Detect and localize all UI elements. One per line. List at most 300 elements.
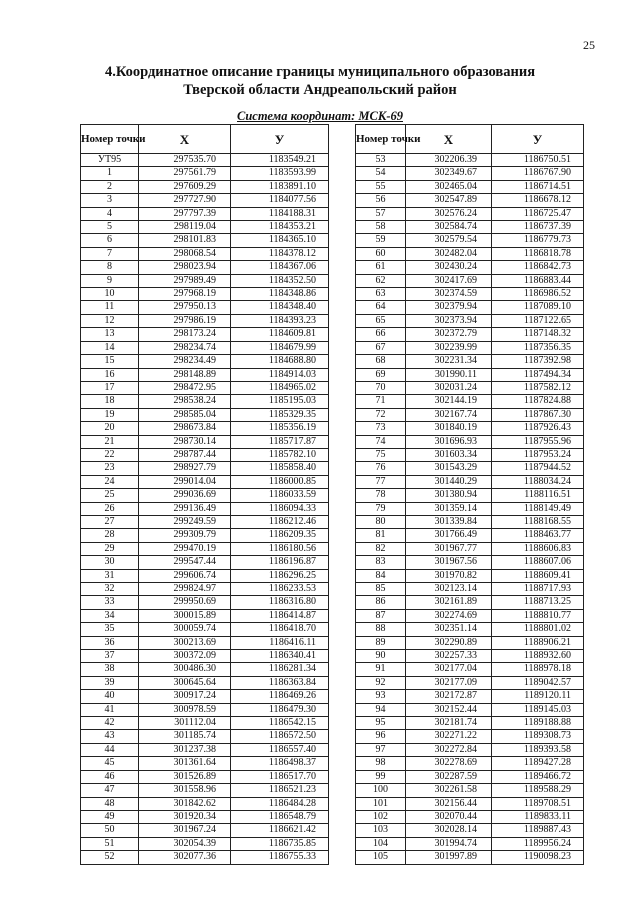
point-number-cell: 68 — [356, 355, 406, 368]
table-row — [356, 154, 584, 167]
table-row — [81, 381, 329, 394]
y-coordinate-cell: 1184077.56 — [231, 194, 329, 207]
point-number-cell: 72 — [356, 408, 406, 421]
point-number-cell: 80 — [356, 515, 406, 528]
x-coordinate-cell: 302271.22 — [406, 730, 492, 743]
table-row — [356, 636, 584, 649]
x-coordinate-cell: 297535.70 — [139, 154, 231, 167]
x-coordinate-cell: 299309.79 — [139, 529, 231, 542]
point-number-cell: 75 — [356, 448, 406, 461]
table-row — [81, 650, 329, 663]
y-coordinate-cell: 1188810.77 — [492, 609, 584, 622]
point-number-cell: 8 — [81, 261, 139, 274]
x-coordinate-cell: 297797.39 — [139, 207, 231, 220]
point-number-cell: 67 — [356, 341, 406, 354]
table-row — [81, 234, 329, 247]
x-coordinate-cell: 301339.84 — [406, 515, 492, 528]
y-coordinate-cell: 1188609.41 — [492, 569, 584, 582]
point-number-cell: 17 — [81, 381, 139, 394]
table-row — [356, 851, 584, 864]
point-number-cell: 2 — [81, 180, 139, 193]
point-number-cell: 28 — [81, 529, 139, 542]
y-coordinate-cell: 1186542.15 — [231, 717, 329, 730]
table-row — [356, 784, 584, 797]
table-row — [81, 663, 329, 676]
x-coordinate-cell: 302287.59 — [406, 770, 492, 783]
table-row — [81, 395, 329, 408]
x-coordinate-cell: 302156.44 — [406, 797, 492, 810]
table-row — [356, 247, 584, 260]
point-number-cell: 45 — [81, 757, 139, 770]
point-number-cell: 105 — [356, 851, 406, 864]
y-coordinate-cell: 1187824.88 — [492, 395, 584, 408]
y-coordinate-cell: 1186725.47 — [492, 207, 584, 220]
y-coordinate-cell: 1183593.99 — [231, 167, 329, 180]
table-row — [356, 837, 584, 850]
point-number-cell: 40 — [81, 690, 139, 703]
y-coordinate-cell: 1185356.19 — [231, 422, 329, 435]
table-row — [356, 422, 584, 435]
point-number-cell: 86 — [356, 596, 406, 609]
table-row — [81, 167, 329, 180]
y-coordinate-cell: 1189956.24 — [492, 837, 584, 850]
x-coordinate-cell: 302177.09 — [406, 676, 492, 689]
table-row — [356, 395, 584, 408]
y-coordinate-cell: 1188116.51 — [492, 489, 584, 502]
y-coordinate-cell: 1188034.24 — [492, 475, 584, 488]
table-row — [81, 743, 329, 756]
point-number-cell: 7 — [81, 247, 139, 260]
y-coordinate-cell: 1189145.03 — [492, 703, 584, 716]
x-coordinate-cell: 299470.19 — [139, 542, 231, 555]
y-coordinate-cell: 1186469.26 — [231, 690, 329, 703]
point-number-cell: 35 — [81, 623, 139, 636]
point-number-cell: 69 — [356, 368, 406, 381]
point-number-cell: 95 — [356, 717, 406, 730]
x-coordinate-cell: 298119.04 — [139, 221, 231, 234]
y-coordinate-cell: 1184348.86 — [231, 288, 329, 301]
x-coordinate-cell: 297950.13 — [139, 301, 231, 314]
point-number-cell: 47 — [81, 784, 139, 797]
y-coordinate-cell: 1183891.10 — [231, 180, 329, 193]
table-row — [81, 435, 329, 448]
point-number-cell: 101 — [356, 797, 406, 810]
table-row — [81, 851, 329, 864]
y-coordinate-cell: 1186000.85 — [231, 475, 329, 488]
y-coordinate-cell: 1186755.33 — [231, 851, 329, 864]
x-coordinate-cell: 302257.33 — [406, 650, 492, 663]
x-coordinate-cell: 301990.11 — [406, 368, 492, 381]
x-coordinate-cell: 298234.74 — [139, 341, 231, 354]
table-row — [81, 542, 329, 555]
point-number-cell: 77 — [356, 475, 406, 488]
point-number-cell: 6 — [81, 234, 139, 247]
y-coordinate-cell: 1187356.35 — [492, 341, 584, 354]
x-coordinate-cell: 299249.59 — [139, 515, 231, 528]
point-number-cell: 79 — [356, 502, 406, 515]
table-row — [356, 609, 584, 622]
y-coordinate-cell: 1186233.53 — [231, 583, 329, 596]
table-row — [81, 730, 329, 743]
y-coordinate-cell: 1186883.44 — [492, 274, 584, 287]
point-number-cell: 37 — [81, 650, 139, 663]
y-coordinate-cell: 1187953.24 — [492, 448, 584, 461]
table-row — [356, 408, 584, 421]
y-coordinate-cell: 1189188.88 — [492, 717, 584, 730]
point-number-cell: 57 — [356, 207, 406, 220]
x-coordinate-cell: 300015.89 — [139, 609, 231, 622]
header-point-number: Номер точки — [356, 125, 406, 154]
y-coordinate-cell: 1187392.98 — [492, 355, 584, 368]
table-row — [81, 636, 329, 649]
table-row — [81, 757, 329, 770]
point-number-cell: 63 — [356, 288, 406, 301]
y-coordinate-cell: 1184352.50 — [231, 274, 329, 287]
point-number-cell: 42 — [81, 717, 139, 730]
y-coordinate-cell: 1186416.11 — [231, 636, 329, 649]
y-coordinate-cell: 1187944.52 — [492, 462, 584, 475]
point-number-cell: 58 — [356, 221, 406, 234]
point-number-cell: 88 — [356, 623, 406, 636]
table-row — [356, 824, 584, 837]
x-coordinate-cell: 297968.19 — [139, 288, 231, 301]
x-coordinate-cell: 301967.77 — [406, 542, 492, 555]
point-number-cell: 51 — [81, 837, 139, 850]
x-coordinate-cell: 298472.95 — [139, 381, 231, 394]
point-number-cell: 78 — [356, 489, 406, 502]
point-number-cell: 103 — [356, 824, 406, 837]
point-number-cell: 66 — [356, 328, 406, 341]
y-coordinate-cell: 1186479.30 — [231, 703, 329, 716]
y-coordinate-cell: 1188801.02 — [492, 623, 584, 636]
y-coordinate-cell: 1186094.33 — [231, 502, 329, 515]
point-number-cell: 15 — [81, 355, 139, 368]
coordinates-table-right — [355, 124, 584, 865]
x-coordinate-cell: 302417.69 — [406, 274, 492, 287]
y-coordinate-cell: 1186196.87 — [231, 556, 329, 569]
table-row — [81, 810, 329, 823]
x-coordinate-cell: 298068.54 — [139, 247, 231, 260]
y-coordinate-cell: 1189427.28 — [492, 757, 584, 770]
x-coordinate-cell: 301840.19 — [406, 422, 492, 435]
x-coordinate-cell: 302576.24 — [406, 207, 492, 220]
x-coordinate-cell: 302482.04 — [406, 247, 492, 260]
point-number-cell: 85 — [356, 583, 406, 596]
y-coordinate-cell: 1186842.73 — [492, 261, 584, 274]
y-coordinate-cell: 1188607.06 — [492, 556, 584, 569]
table-row — [81, 355, 329, 368]
x-coordinate-cell: 302152.44 — [406, 703, 492, 716]
table-row — [81, 448, 329, 461]
x-coordinate-cell: 301112.04 — [139, 717, 231, 730]
x-coordinate-cell: 302351.14 — [406, 623, 492, 636]
x-coordinate-cell: 302031.24 — [406, 381, 492, 394]
table-row — [356, 194, 584, 207]
y-coordinate-cell: 1186180.56 — [231, 542, 329, 555]
y-coordinate-cell: 1189466.72 — [492, 770, 584, 783]
x-coordinate-cell: 299014.04 — [139, 475, 231, 488]
y-coordinate-cell: 1190098.23 — [492, 851, 584, 864]
point-number-cell: 44 — [81, 743, 139, 756]
y-coordinate-cell: 1186209.35 — [231, 529, 329, 542]
x-coordinate-cell: 300213.69 — [139, 636, 231, 649]
table-row — [356, 515, 584, 528]
y-coordinate-cell: 1185195.03 — [231, 395, 329, 408]
y-coordinate-cell: 1188149.49 — [492, 502, 584, 515]
x-coordinate-cell: 298585.04 — [139, 408, 231, 421]
point-number-cell: 50 — [81, 824, 139, 837]
x-coordinate-cell: 302144.19 — [406, 395, 492, 408]
x-coordinate-cell: 302070.44 — [406, 810, 492, 823]
table-row — [356, 261, 584, 274]
y-coordinate-cell: 1186418.70 — [231, 623, 329, 636]
table-row — [356, 274, 584, 287]
table-row — [81, 837, 329, 850]
point-number-cell: 48 — [81, 797, 139, 810]
y-coordinate-cell: 1185329.35 — [231, 408, 329, 421]
table-row — [81, 717, 329, 730]
x-coordinate-cell: 302373.94 — [406, 314, 492, 327]
point-number-cell: 56 — [356, 194, 406, 207]
x-coordinate-cell: 302584.74 — [406, 221, 492, 234]
y-coordinate-cell: 1186678.12 — [492, 194, 584, 207]
point-number-cell: 82 — [356, 542, 406, 555]
table-row — [81, 676, 329, 689]
page-number: 25 — [583, 38, 595, 52]
x-coordinate-cell: 298673.84 — [139, 422, 231, 435]
x-coordinate-cell: 302231.34 — [406, 355, 492, 368]
x-coordinate-cell: 301766.49 — [406, 529, 492, 542]
table-row — [81, 502, 329, 515]
x-coordinate-cell: 301970.82 — [406, 569, 492, 582]
x-coordinate-cell: 301842.62 — [139, 797, 231, 810]
y-coordinate-cell: 1184914.03 — [231, 368, 329, 381]
x-coordinate-cell: 301185.74 — [139, 730, 231, 743]
point-number-cell: 20 — [81, 422, 139, 435]
x-coordinate-cell: 301380.94 — [406, 489, 492, 502]
point-number-cell: 96 — [356, 730, 406, 743]
table-row — [356, 221, 584, 234]
point-number-cell: 99 — [356, 770, 406, 783]
table-header-row — [81, 125, 329, 154]
table-row — [356, 462, 584, 475]
table-row — [356, 810, 584, 823]
y-coordinate-cell: 1186548.79 — [231, 810, 329, 823]
point-number-cell: 92 — [356, 676, 406, 689]
y-coordinate-cell: 1184688.80 — [231, 355, 329, 368]
x-coordinate-cell: 297986.19 — [139, 314, 231, 327]
x-coordinate-cell: 302181.74 — [406, 717, 492, 730]
point-number-cell: 9 — [81, 274, 139, 287]
x-coordinate-cell: 298234.49 — [139, 355, 231, 368]
table-row — [81, 703, 329, 716]
x-coordinate-cell: 302028.14 — [406, 824, 492, 837]
point-number-cell: 89 — [356, 636, 406, 649]
x-coordinate-cell: 298927.79 — [139, 462, 231, 475]
point-number-cell: 71 — [356, 395, 406, 408]
y-coordinate-cell: 1187867.30 — [492, 408, 584, 421]
table-row — [81, 690, 329, 703]
table-row — [81, 515, 329, 528]
table-row — [81, 301, 329, 314]
x-coordinate-cell: 301696.93 — [406, 435, 492, 448]
y-coordinate-cell: 1184367.06 — [231, 261, 329, 274]
table-row — [81, 462, 329, 475]
point-number-cell: 76 — [356, 462, 406, 475]
point-number-cell: 3 — [81, 194, 139, 207]
y-coordinate-cell: 1187582.12 — [492, 381, 584, 394]
table-row — [356, 757, 584, 770]
x-coordinate-cell: 300372.09 — [139, 650, 231, 663]
x-coordinate-cell: 301526.89 — [139, 770, 231, 783]
table-row — [356, 623, 584, 636]
table-row — [356, 502, 584, 515]
y-coordinate-cell: 1187122.65 — [492, 314, 584, 327]
y-coordinate-cell: 1186557.40 — [231, 743, 329, 756]
header-x: X — [406, 125, 492, 154]
table-row — [356, 381, 584, 394]
y-coordinate-cell: 1186498.37 — [231, 757, 329, 770]
table-row — [81, 596, 329, 609]
point-number-cell: 65 — [356, 314, 406, 327]
table-row — [81, 328, 329, 341]
table-row — [81, 221, 329, 234]
y-coordinate-cell: 1186033.59 — [231, 489, 329, 502]
table-row — [356, 475, 584, 488]
point-number-cell: 22 — [81, 448, 139, 461]
x-coordinate-cell: 302349.67 — [406, 167, 492, 180]
x-coordinate-cell: 302172.87 — [406, 690, 492, 703]
point-number-cell: 97 — [356, 743, 406, 756]
table-row — [81, 824, 329, 837]
y-coordinate-cell: 1189042.57 — [492, 676, 584, 689]
y-coordinate-cell: 1183549.21 — [231, 154, 329, 167]
point-number-cell: 46 — [81, 770, 139, 783]
point-number-cell: 100 — [356, 784, 406, 797]
table-row — [81, 341, 329, 354]
point-number-cell: 64 — [356, 301, 406, 314]
y-coordinate-cell: 1185858.40 — [231, 462, 329, 475]
y-coordinate-cell: 1189708.51 — [492, 797, 584, 810]
point-number-cell: 19 — [81, 408, 139, 421]
y-coordinate-cell: 1184348.40 — [231, 301, 329, 314]
y-coordinate-cell: 1185717.87 — [231, 435, 329, 448]
point-number-cell: 4 — [81, 207, 139, 220]
x-coordinate-cell: 299606.74 — [139, 569, 231, 582]
point-number-cell: 70 — [356, 381, 406, 394]
y-coordinate-cell: 1186737.39 — [492, 221, 584, 234]
header-x: X — [139, 125, 231, 154]
table-row — [356, 529, 584, 542]
table-row — [356, 730, 584, 743]
y-coordinate-cell: 1184188.31 — [231, 207, 329, 220]
y-coordinate-cell: 1188606.83 — [492, 542, 584, 555]
point-number-cell: 38 — [81, 663, 139, 676]
table-row — [81, 556, 329, 569]
point-number-cell: 90 — [356, 650, 406, 663]
y-coordinate-cell: 1186316.80 — [231, 596, 329, 609]
point-number-cell: 61 — [356, 261, 406, 274]
title-line-2: Тверской области Андреапольский район — [183, 82, 457, 98]
y-coordinate-cell: 1187955.96 — [492, 435, 584, 448]
y-coordinate-cell: 1186621.42 — [231, 824, 329, 837]
table-row — [81, 623, 329, 636]
y-coordinate-cell: 1188906.21 — [492, 636, 584, 649]
table-row — [81, 288, 329, 301]
y-coordinate-cell: 1184609.81 — [231, 328, 329, 341]
point-number-cell: 83 — [356, 556, 406, 569]
table-row — [356, 703, 584, 716]
table-header-row — [356, 125, 584, 154]
x-coordinate-cell: 301967.56 — [406, 556, 492, 569]
x-coordinate-cell: 300486.30 — [139, 663, 231, 676]
point-number-cell: 31 — [81, 569, 139, 582]
table-row — [356, 583, 584, 596]
point-number-cell: 33 — [81, 596, 139, 609]
table-row — [356, 690, 584, 703]
y-coordinate-cell: 1187926.43 — [492, 422, 584, 435]
point-number-cell: 62 — [356, 274, 406, 287]
point-number-cell: 49 — [81, 810, 139, 823]
x-coordinate-cell: 301359.14 — [406, 502, 492, 515]
x-coordinate-cell: 302123.14 — [406, 583, 492, 596]
x-coordinate-cell: 302430.24 — [406, 261, 492, 274]
x-coordinate-cell: 301603.34 — [406, 448, 492, 461]
point-number-cell: 43 — [81, 730, 139, 743]
y-coordinate-cell: 1186340.41 — [231, 650, 329, 663]
table-row — [356, 569, 584, 582]
point-number-cell: 60 — [356, 247, 406, 260]
y-coordinate-cell: 1184965.02 — [231, 381, 329, 394]
point-number-cell: 23 — [81, 462, 139, 475]
table-row — [356, 743, 584, 756]
table-row — [356, 368, 584, 381]
y-coordinate-cell: 1189588.29 — [492, 784, 584, 797]
point-number-cell: 30 — [81, 556, 139, 569]
point-number-cell: 93 — [356, 690, 406, 703]
y-coordinate-cell: 1186296.25 — [231, 569, 329, 582]
x-coordinate-cell: 299824.97 — [139, 583, 231, 596]
x-coordinate-cell: 302274.69 — [406, 609, 492, 622]
table-row — [81, 314, 329, 327]
y-coordinate-cell: 1186779.73 — [492, 234, 584, 247]
title-line-1: 4.Координатное описание границы муниципального образования — [104, 64, 536, 80]
y-coordinate-cell: 1184679.99 — [231, 341, 329, 354]
x-coordinate-cell: 302379.94 — [406, 301, 492, 314]
point-number-cell: 36 — [81, 636, 139, 649]
point-number-cell: 91 — [356, 663, 406, 676]
table-row — [81, 784, 329, 797]
table-row — [356, 663, 584, 676]
x-coordinate-cell: 300917.24 — [139, 690, 231, 703]
point-number-cell: 54 — [356, 167, 406, 180]
table-row — [356, 770, 584, 783]
table-row — [356, 355, 584, 368]
point-number-cell: 104 — [356, 837, 406, 850]
x-coordinate-cell: 301558.96 — [139, 784, 231, 797]
x-coordinate-cell: 299036.69 — [139, 489, 231, 502]
y-coordinate-cell: 1186212.46 — [231, 515, 329, 528]
coordinates-table-left — [80, 124, 329, 865]
x-coordinate-cell: 302579.54 — [406, 234, 492, 247]
x-coordinate-cell: 302206.39 — [406, 154, 492, 167]
x-coordinate-cell: 302372.79 — [406, 328, 492, 341]
x-coordinate-cell: 298148.89 — [139, 368, 231, 381]
x-coordinate-cell: 301237.38 — [139, 743, 231, 756]
x-coordinate-cell: 299950.69 — [139, 596, 231, 609]
document-title — [40, 63, 600, 99]
table-row — [81, 770, 329, 783]
